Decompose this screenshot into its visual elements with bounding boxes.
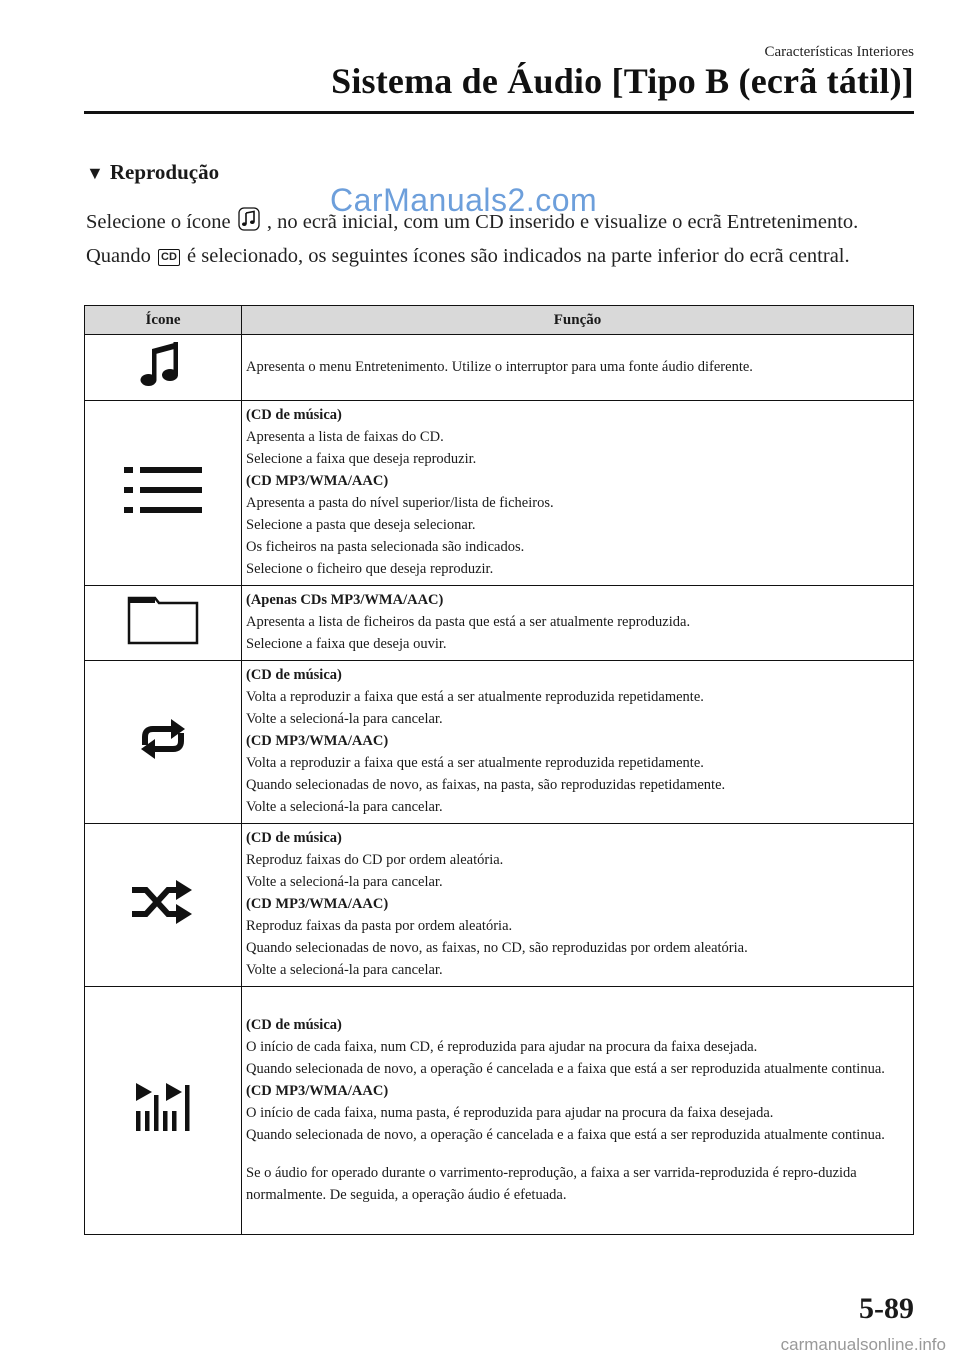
list-icon	[122, 464, 204, 516]
function-text: Os ficheiros na pasta selecionada são indicados.	[246, 539, 525, 555]
option-label-cd: (CD de música)	[246, 1016, 342, 1033]
intro-paragraph	[86, 205, 916, 273]
function-text: Reproduz faixas do CD por ordem aleatória.	[246, 852, 504, 868]
function-text: Volte a selecioná-la para cancelar.	[246, 874, 443, 890]
intro-text-2: , no ecrã inicial, com um CD inserido e visualize o ecrã Entretenimento. Quando	[86, 211, 859, 267]
function-text: Volte a selecioná-la para cancelar.	[246, 711, 443, 727]
function-text: Selecione a faixa que deseja reproduzir.	[246, 451, 477, 467]
function-text: Quando selecionadas de novo, as faixas, na pasta, são reproduzidas repetidamente.	[246, 777, 726, 793]
intro-text-1: Selecione o ícone	[86, 211, 231, 233]
option-label-mp3: (CD MP3/WMA/AAC)	[246, 896, 389, 912]
footer-watermark: carmanualsonline.info	[780, 1335, 946, 1354]
table-header-row	[85, 306, 914, 335]
icon-cell	[85, 586, 242, 661]
function-text: Quando selecionadas de novo, as faixas, no CD, são reproduzidas por ordem aleatória.	[246, 940, 748, 956]
header-section-label: Características Interiores	[764, 44, 914, 60]
table-row	[85, 824, 914, 987]
option-label-cd: (CD de música)	[246, 407, 342, 423]
function-text: Apresenta a pasta do nível superior/lista de ficheiros.	[246, 495, 554, 511]
option-label-cd: (CD de música)	[246, 830, 342, 846]
column-header-function: Função	[242, 306, 914, 335]
option-label-mp3: (Apenas CDs MP3/WMA/AAC)	[246, 592, 444, 608]
function-text: O início de cada faixa, num CD, é reproduzida para ajudar na procura da faixa desejada.	[246, 1038, 758, 1055]
spacer	[246, 1146, 907, 1162]
table-row	[85, 586, 914, 661]
table-row	[85, 335, 914, 401]
function-text: Reproduz faixas da pasta por ordem aleatória.	[246, 918, 513, 934]
function-cell	[242, 586, 914, 661]
watermark: CarManuals2.com	[330, 182, 598, 218]
function-text: Volta a reproduzir a faixa que está a ser atualmente reproduzida repetidamente.	[246, 689, 704, 705]
function-cell	[242, 824, 914, 987]
icon-cell	[85, 335, 242, 401]
page-number: 5-89	[859, 1292, 914, 1325]
table-row	[85, 401, 914, 586]
function-text: Volte a selecioná-la para cancelar.	[246, 799, 443, 815]
icon-function-table	[84, 305, 914, 1235]
function-text: Quando selecionada de novo, a operação é cancelada e a faixa que está a ser reproduzida atualmente continua.	[246, 1060, 885, 1077]
option-label-mp3: (CD MP3/WMA/AAC)	[246, 733, 389, 749]
cd-icon: CD	[158, 249, 180, 266]
option-label-cd: (CD de música)	[246, 667, 342, 683]
intro-text-3: é selecionado, os seguintes ícones são indicados na parte inferior do ecrã central.	[187, 245, 850, 267]
section-heading	[86, 160, 219, 185]
music-note-icon	[238, 207, 260, 231]
function-text: Volta a reproduzir a faixa que está a ser atualmente reproduzida repetidamente.	[246, 755, 704, 771]
function-text: Apresenta a lista de faixas do CD.	[246, 429, 444, 445]
icon-cell	[85, 401, 242, 586]
shuffle-icon	[128, 878, 198, 926]
triangle-marker: ▼	[86, 163, 104, 183]
option-label-mp3: (CD MP3/WMA/AAC)	[246, 1082, 389, 1099]
music-note-icon	[138, 338, 188, 390]
icon-cell	[85, 661, 242, 824]
page-title: Sistema de Áudio [Tipo B (ecrã tátil)]	[331, 61, 914, 101]
function-text: Selecione a faixa que deseja ouvir.	[246, 636, 447, 652]
section-heading-text: Reprodução	[109, 160, 220, 184]
function-cell	[242, 661, 914, 824]
repeat-icon	[133, 715, 193, 763]
function-cell	[242, 335, 914, 401]
scan-icon	[132, 1081, 194, 1133]
header-rule	[84, 111, 914, 114]
icon-cell	[85, 987, 242, 1235]
folder-icon	[127, 595, 199, 645]
function-note: Se o áudio for operado durante o varrimento-reprodução, a faixa a ser varrida-reproduzida é repro-duzida normalmente. De seguida, a operação áudio é efetuada.	[246, 1164, 857, 1203]
function-cell	[242, 401, 914, 586]
table-row	[85, 661, 914, 824]
option-label-mp3: (CD MP3/WMA/AAC)	[246, 473, 389, 489]
function-text: Quando selecionada de novo, a operação é cancelada e a faixa que está a ser reproduzida atualmente continua.	[246, 1126, 885, 1143]
function-cell	[242, 987, 914, 1235]
function-text: Selecione a pasta que deseja selecionar.	[246, 517, 476, 533]
function-text: Apresenta o menu Entretenimento. Utilize o interruptor para uma fonte áudio diferente.	[246, 358, 753, 375]
table-row	[85, 987, 914, 1235]
function-text: Selecione o ficheiro que deseja reproduzir.	[246, 561, 494, 577]
function-text: O início de cada faixa, numa pasta, é reproduzida para ajudar na procura da faixa desejada.	[246, 1104, 774, 1121]
function-text: Volte a selecioná-la para cancelar.	[246, 962, 443, 978]
function-text: Apresenta a lista de ficheiros da pasta que está a ser atualmente reproduzida.	[246, 614, 691, 630]
icon-cell	[85, 824, 242, 987]
column-header-icon: Ícone	[85, 306, 242, 335]
